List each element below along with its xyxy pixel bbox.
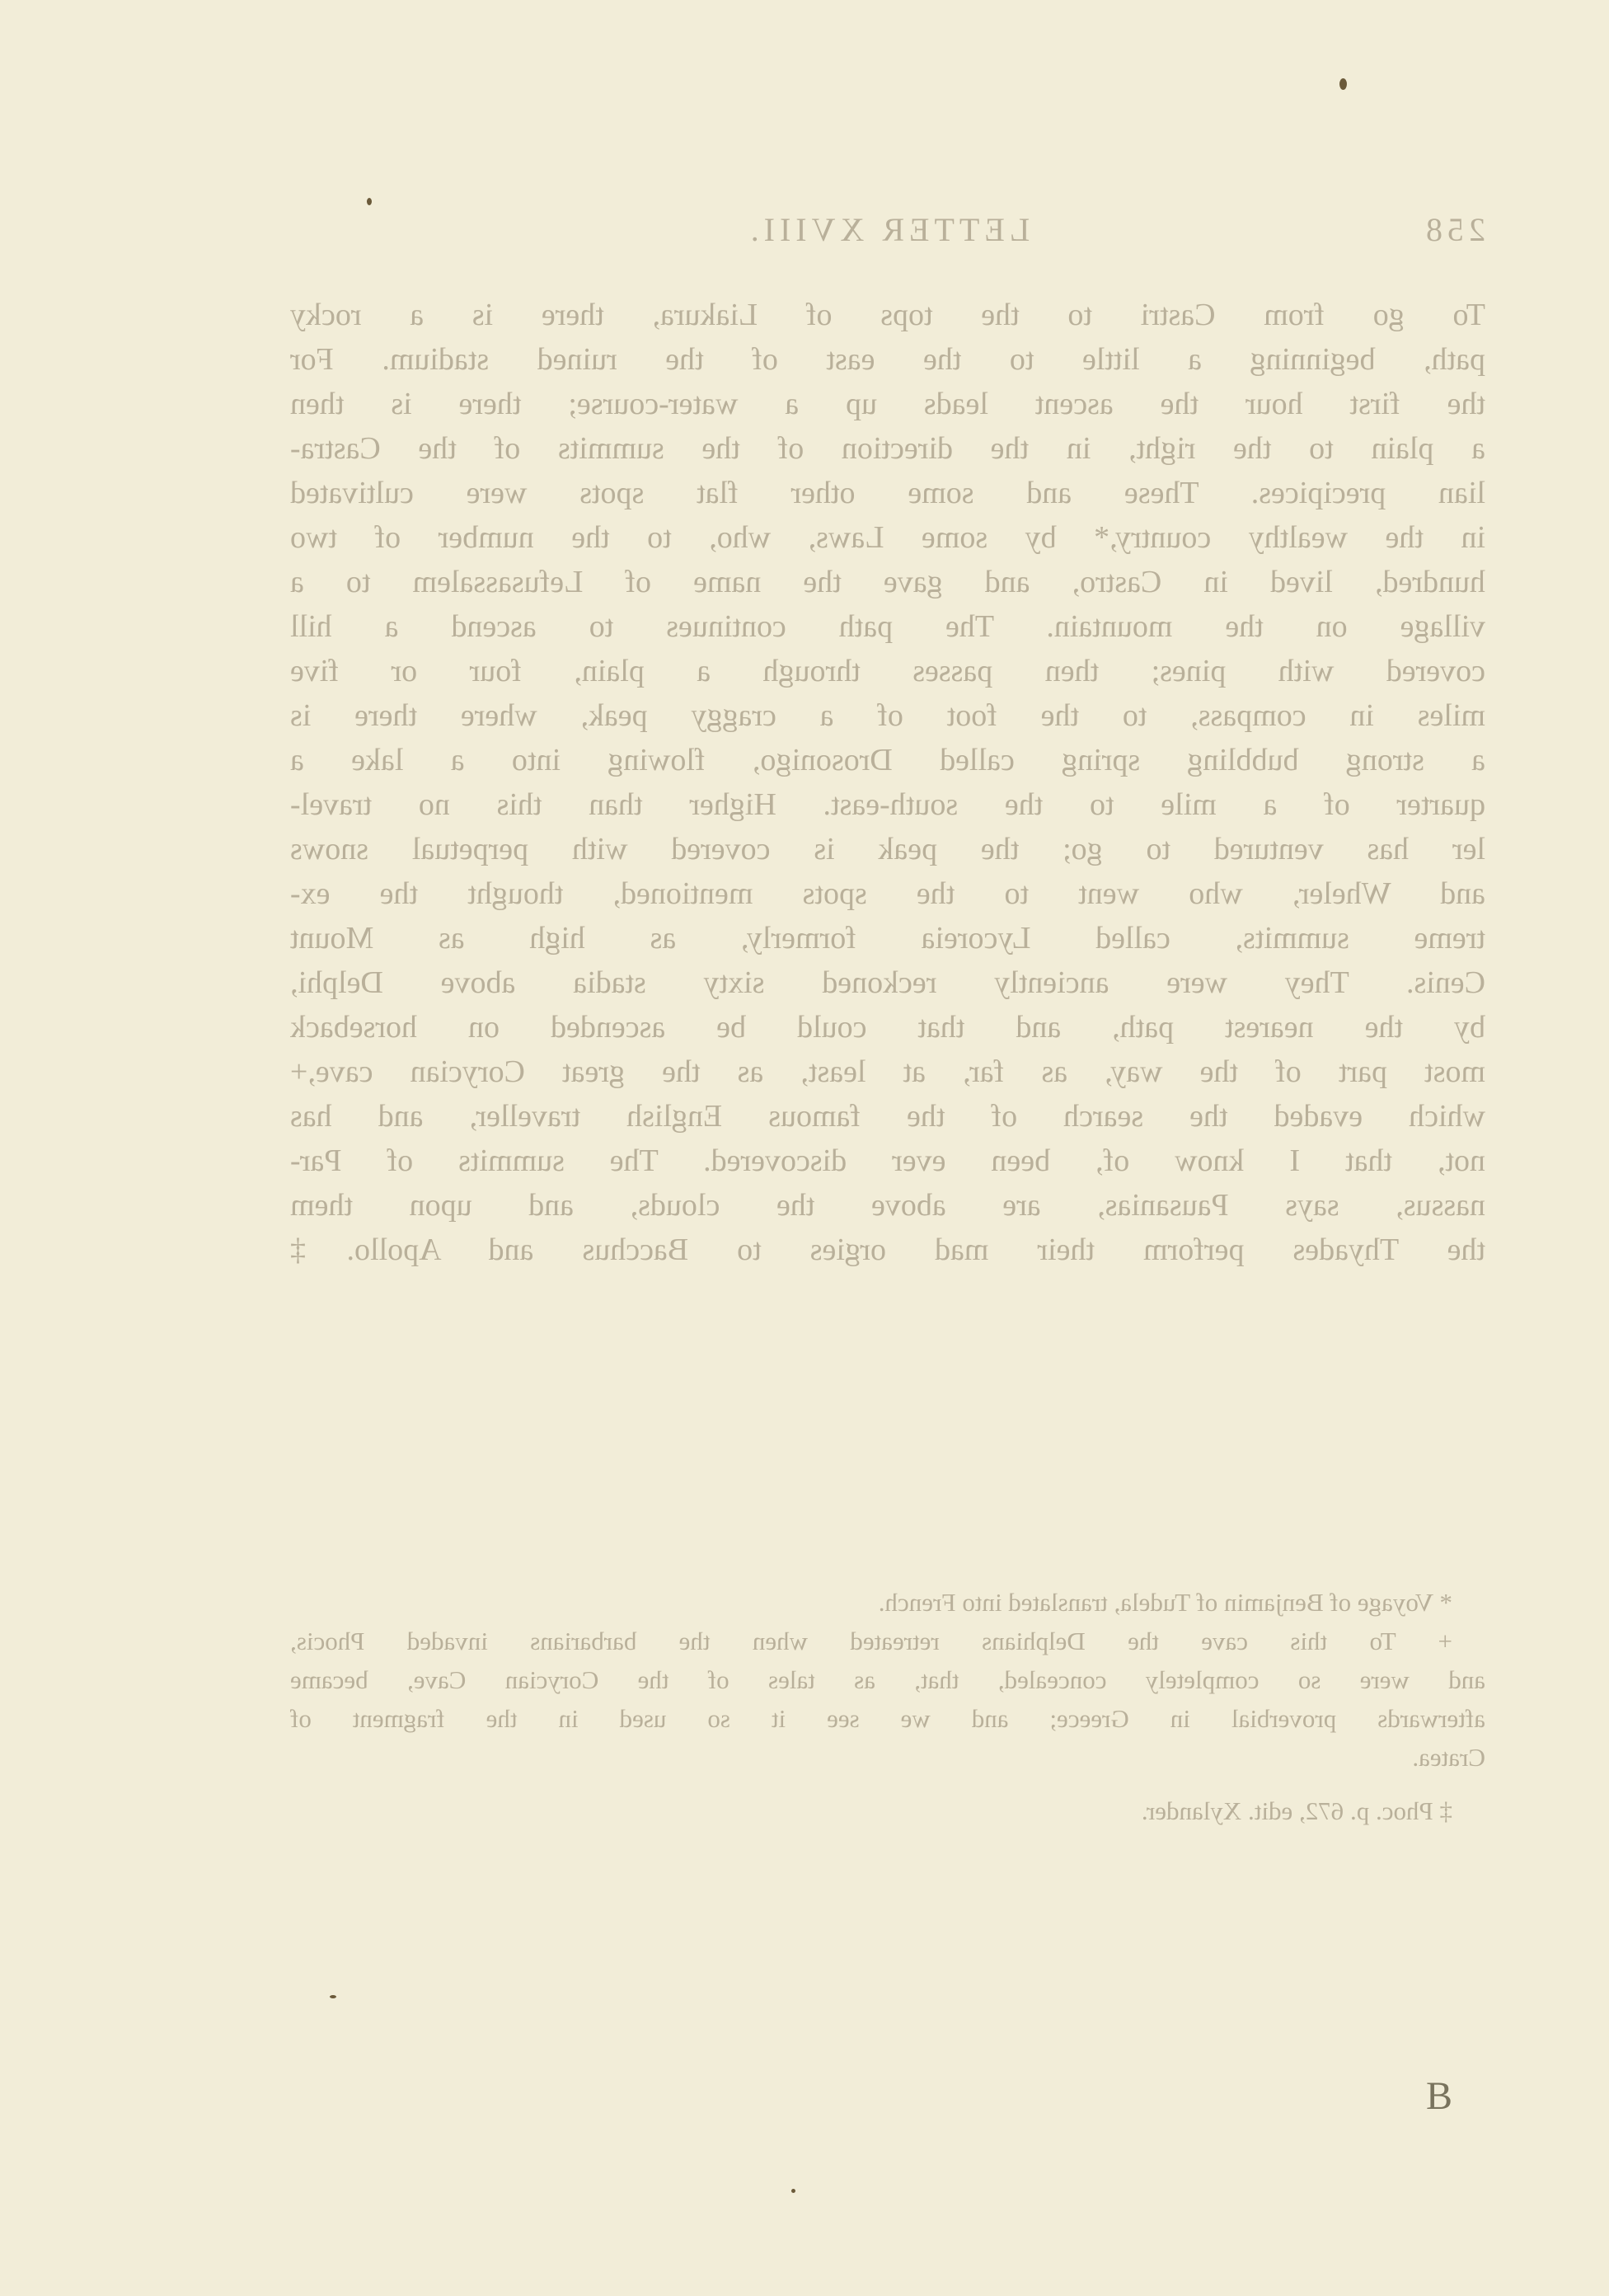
paper-stain <box>367 198 372 205</box>
text-line: hundred, lived in Castro, and gave the name of Lefusassalem to a <box>290 565 1485 599</box>
text-line: village on the mountain. The path continues to ascend a hill <box>290 609 1485 644</box>
footnote-line: * Voyage of Benjamin of Tudela, translated into French. <box>878 1588 1452 1617</box>
footnotes <box>290 1583 1485 1830</box>
text-line: which evaded the search of the famous English traveller, and has <box>290 1099 1485 1134</box>
running-head <box>290 210 1485 260</box>
paper-stain <box>1339 78 1347 90</box>
text-line: not, that I know of, been ever discovered. The summits of Par- <box>290 1143 1485 1178</box>
text-line: the Thyades perform their mad orgies to Bacchus and Apollo.‡ <box>290 1233 1485 1267</box>
text-line: the first hour the ascent leads up a water-course; there is then <box>290 387 1485 421</box>
text-line: path, beginning a little to the east of the ruined stadium. For <box>290 342 1485 377</box>
running-head-title: LETTER XVIII. <box>745 211 1030 248</box>
text-line: Cenis. They were anciently reckoned sixty stadia above Delphi, <box>290 965 1485 1000</box>
footnote-line: Cratea. <box>1412 1743 1485 1772</box>
text-line: nassus, says Pausanias, are above the clouds, and upon them <box>290 1188 1485 1223</box>
text-line: treme summits, called Lycoreia formerly, as high as Mount <box>290 921 1485 955</box>
text-line: a plain to the right, in the direction of the summits of the Castra- <box>290 431 1485 466</box>
paper-stain <box>330 1995 336 1998</box>
text-line: by the nearest path, and that could be ascended on horseback <box>290 1010 1485 1045</box>
text-line: ler has ventured to go; the peak is covered with perpetual snows <box>290 832 1485 866</box>
paper-stain <box>791 2189 795 2193</box>
text-line: miles in compass, to the foot of a craggy peak, where there is <box>290 698 1485 733</box>
body-text <box>290 293 1485 1272</box>
text-line: a strong bubbling spring called Drosonigo, flowing into a lake a <box>290 743 1485 777</box>
text-line: lian precipices. These and some other flat spots were cultivated <box>290 476 1485 510</box>
page-number: 258 <box>1421 211 1485 248</box>
footnote-line: and were so completely concealed, that, as tales of the Corycian Cave, became <box>290 1665 1485 1694</box>
footnote-line: ‡ Phoc. p. 672, edit. Xylander. <box>1141 1796 1452 1825</box>
text-line: To go from Castri to the tops of Liakura, there is a rocky <box>290 298 1485 332</box>
text-line: covered with pines; then passes through a plain, four or five <box>290 654 1485 688</box>
footnote-line: afterwards proverbial in Greece; and we see it so used in the fragment of <box>290 1704 1485 1733</box>
footnote-line: + To this cave the Delphians retreated when the barbarians invaded Phocis, <box>290 1627 1452 1655</box>
text-line: most part of the way, as far, at least, as the great Corycian cave,+ <box>290 1054 1485 1089</box>
text-line: in the wealthy country,* by some Laws, who, to the number of two <box>290 520 1485 555</box>
library-stamp-letter: B <box>1426 2074 1453 2118</box>
library-stamp <box>1426 2073 1452 2119</box>
text-line: and Wheler, who went to the spots mentioned, thought the ex- <box>290 876 1485 911</box>
text-line: quarter of a mile to the south-east. Higher than this no travel- <box>290 787 1485 822</box>
